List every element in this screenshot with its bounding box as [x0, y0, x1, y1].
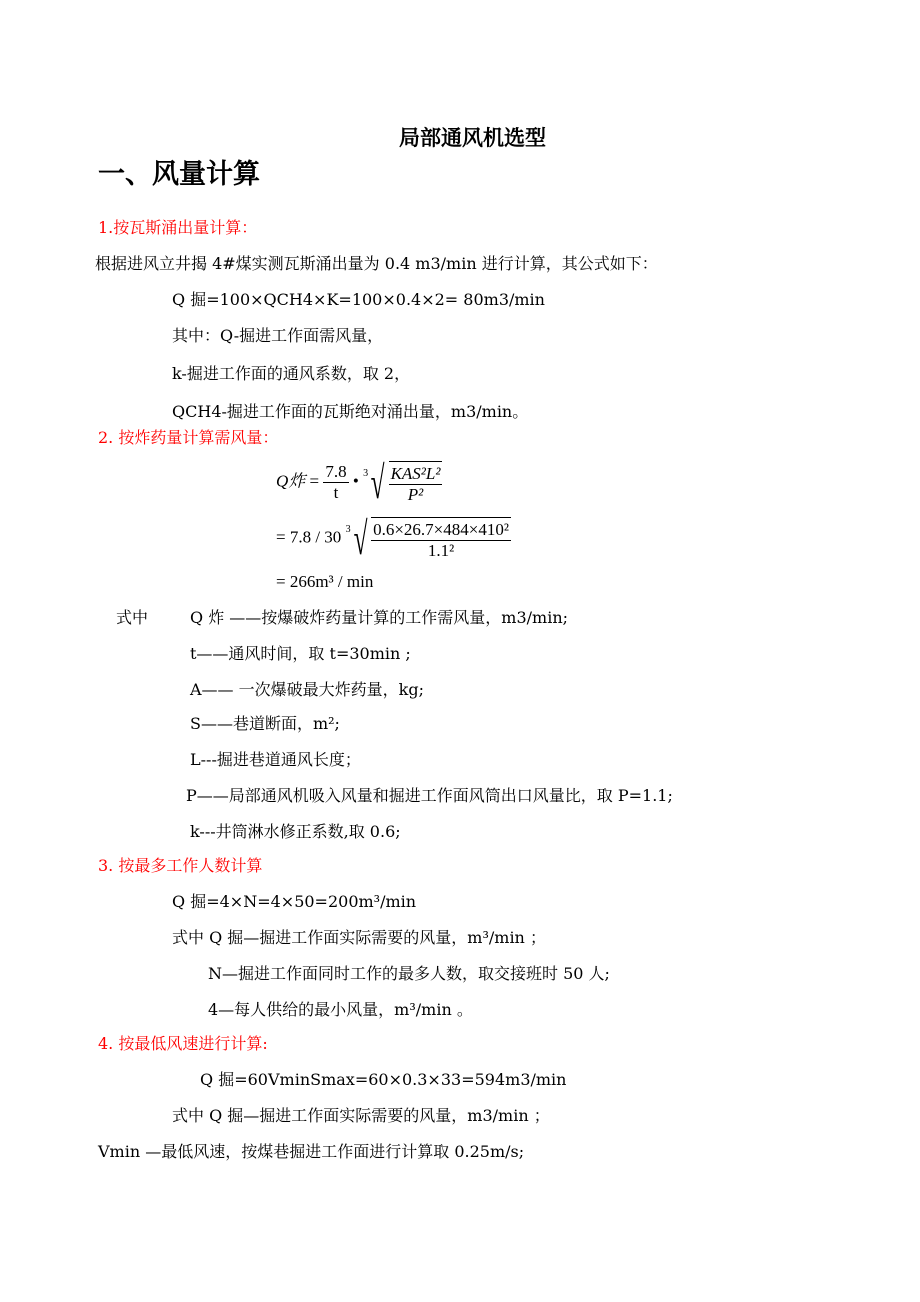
section-3-where: 式中 Q 掘—掘进工作面实际需要的风量，m³/min ；: [172, 928, 546, 947]
section-3-title: 3. 按最多工作人数计算: [98, 856, 263, 875]
formula-denominator: t: [333, 483, 339, 502]
formula-q-symbol: Q炸: [276, 471, 306, 491]
section-2-q-def: Q 炸 ——按爆破炸药量计算的工作需风量，m3/min;: [190, 608, 569, 627]
root-denominator-2: 1.1²: [427, 540, 455, 560]
formula-cube-root: [363, 456, 442, 509]
section-1-intro: 根据进风立井揭 4#煤实测瓦斯涌出量为 0.4 m3/min 进行计算，其公式如下：: [95, 254, 658, 273]
formula-line-3: = 266m³ / min: [276, 572, 374, 591]
formula-line-2-root: [346, 512, 511, 565]
section-4-formula: Q 掘=60VminSmax=60×0.3×33=594m3/min: [200, 1070, 567, 1089]
radical-sign-2: √: [353, 513, 368, 564]
root-index-2: 3: [345, 524, 351, 535]
root-denominator: P²: [407, 484, 424, 504]
section-1-qch4-def: QCH4-掘进工作面的瓦斯绝对涌出量，m3/min。: [172, 402, 529, 421]
root-numerator-2: 0.6×26.7×484×410²: [373, 519, 509, 539]
root-index: 3: [363, 468, 369, 479]
formula-line-2: [276, 512, 511, 565]
section-heading: 一、风量计算: [98, 159, 260, 190]
section-4-where: 式中 Q 掘—掘进工作面实际需要的风量，m3/min ；: [172, 1106, 550, 1125]
section-3-n-def: N—掘进工作面同时工作的最多人数，取交接班时 50 人;: [208, 964, 610, 983]
section-3-4-def: 4—每人供给的最小风量，m³/min 。: [208, 1000, 473, 1019]
section-1-formula: Q 掘=100×QCH4×K=100×0.4×2= 80m3/min: [172, 290, 545, 309]
section-2-where: 式中: [116, 608, 149, 627]
formula-numerator: 7.8: [325, 462, 347, 481]
document-title: 局部通风机选型: [399, 126, 546, 150]
formula-line-1: [276, 456, 442, 509]
radical-sign: √: [370, 457, 385, 508]
section-2-title: 2. 按炸药量计算需风量：: [98, 428, 279, 447]
section-4-vmin-def: Vmin —最低风速，按煤巷掘进工作面进行计算取 0.25m/s;: [98, 1142, 525, 1161]
root-fraction-2: [371, 517, 511, 561]
root-fraction: [389, 461, 443, 505]
formula-equals: =: [309, 471, 320, 491]
section-4-title: 4. 按最低风速进行计算:: [98, 1034, 268, 1053]
section-2-k-def: k---井筒淋水修正系数,取 0.6;: [190, 822, 401, 841]
root-numerator: KAS²L²: [390, 463, 441, 483]
section-2-p-def: P——局部通风机吸入风量和掘进工作面风筒出口风量比，取 P=1.1;: [186, 786, 673, 805]
section-3-formula: Q 掘=4×N=4×50=200m³/min: [172, 892, 417, 911]
section-2-a-def: A—— 一次爆破最大炸药量，kg;: [190, 680, 424, 699]
section-2-s-def: S——巷道断面，m²;: [190, 714, 340, 733]
section-2-l-def: L---掘进巷道通风长度；: [190, 750, 361, 769]
section-1-title: 1.按瓦斯涌出量计算：: [98, 218, 258, 237]
section-2-t-def: t——通风时间，取 t=30min ;: [190, 644, 411, 663]
formula-fraction: [323, 462, 348, 503]
formula-dot: •: [352, 471, 359, 491]
section-1-k-def: k-掘进工作面的通风系数，取 2，: [172, 364, 411, 383]
formula-line-2-lead: = 7.8 / 30: [276, 527, 342, 547]
section-1-where: 其中：Q-掘进工作面需风量，: [172, 326, 384, 345]
